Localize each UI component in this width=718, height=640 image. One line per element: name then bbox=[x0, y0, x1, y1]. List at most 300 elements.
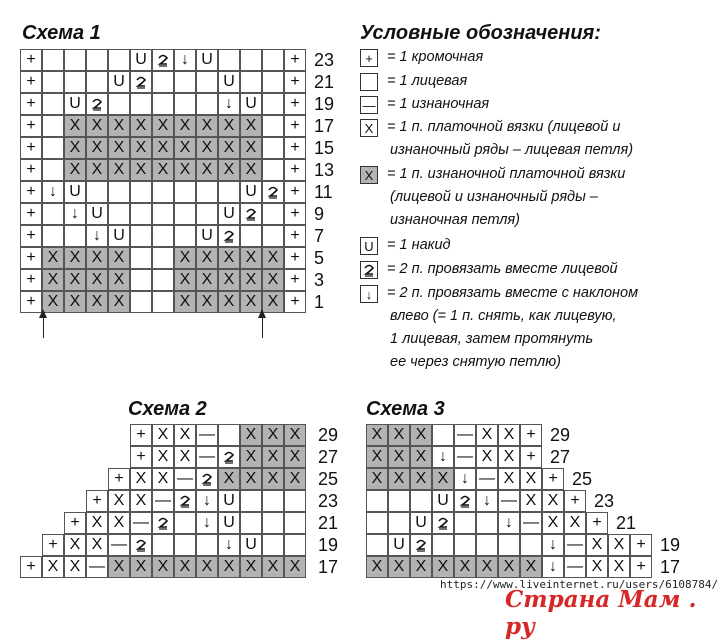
x-stitch-cell: X bbox=[476, 424, 498, 446]
row-number: 3 bbox=[314, 270, 325, 290]
knit-cell bbox=[262, 159, 284, 181]
x-stitch-cell: X bbox=[130, 137, 152, 159]
source-url: https://www.liveinternet.ru/users/6108784/ bbox=[440, 578, 718, 591]
x-stitch-cell: X bbox=[240, 424, 262, 446]
legend-text: (лицевой и изнаночный ряды – bbox=[390, 189, 598, 205]
legend-text: = 1 кромочная bbox=[387, 49, 484, 65]
x-stitch-cell: X bbox=[64, 269, 86, 291]
k2tog-cell bbox=[152, 512, 174, 534]
k2tog-cell bbox=[152, 49, 174, 71]
k2tog-cell bbox=[130, 71, 152, 93]
x-stitch-cell: X bbox=[108, 291, 130, 313]
x-stitch-cell: X bbox=[42, 291, 64, 313]
yarn-over-cell: U bbox=[108, 225, 130, 247]
legend-text: = 1 лицевая bbox=[387, 73, 468, 89]
x-stitch-cell: X bbox=[410, 556, 432, 578]
knit-cell bbox=[196, 203, 218, 225]
x-stitch-cell: X bbox=[586, 556, 608, 578]
x-stitch-cell: X bbox=[196, 556, 218, 578]
knit-cell bbox=[174, 225, 196, 247]
x-stitch-cell: X bbox=[218, 468, 240, 490]
x-stitch-cell: X bbox=[86, 512, 108, 534]
right-arrow-line bbox=[262, 318, 263, 338]
x-stitch-cell: X bbox=[174, 137, 196, 159]
knit-cell bbox=[476, 512, 498, 534]
legend-text: 1 лицевая, затем протянуть bbox=[390, 331, 594, 347]
knit-cell bbox=[152, 71, 174, 93]
x-stitch-cell: X bbox=[152, 424, 174, 446]
x-stitch-cell: X bbox=[174, 159, 196, 181]
x-stitch-cell: X bbox=[520, 556, 542, 578]
knit-cell bbox=[454, 512, 476, 534]
ssk-left-slant-icon: ↓ bbox=[360, 285, 378, 303]
x-stitch-cell: X bbox=[366, 446, 388, 468]
ssk-left-slant-cell: ↓ bbox=[454, 468, 476, 490]
edge-stitch-cell: + bbox=[20, 225, 42, 247]
legend-text: ее через снятую петлю) bbox=[390, 354, 561, 370]
edge-stitch-cell: + bbox=[20, 115, 42, 137]
legend-text: влево (= 1 п. снять, как лицевую, bbox=[390, 308, 617, 324]
row-number: 17 bbox=[318, 557, 339, 577]
left-arrow-line bbox=[43, 318, 44, 338]
x-stitch-cell: X bbox=[130, 490, 152, 512]
purl-cell: — bbox=[108, 534, 130, 556]
knit-cell bbox=[174, 93, 196, 115]
purl-cell: — bbox=[174, 468, 196, 490]
yarn-over-cell: U bbox=[64, 93, 86, 115]
knit-cell bbox=[64, 71, 86, 93]
x-stitch-cell: X bbox=[218, 159, 240, 181]
x-stitch-cell: X bbox=[86, 159, 108, 181]
x-stitch-cell: X bbox=[498, 556, 520, 578]
legend-text: = 1 изнаночная bbox=[387, 96, 490, 112]
legend-title: Условные обозначения: bbox=[360, 22, 601, 44]
x-stitch-cell: X bbox=[152, 159, 174, 181]
x-stitch-cell: X bbox=[86, 534, 108, 556]
ssk-left-slant-cell: ↓ bbox=[42, 181, 64, 203]
knit-cell bbox=[152, 291, 174, 313]
watermark-logo: Страна Мам . ру bbox=[505, 586, 697, 640]
purl-icon: — bbox=[360, 96, 378, 114]
knit-cell bbox=[42, 71, 64, 93]
x-stitch-cell: X bbox=[152, 115, 174, 137]
edge-stitch-cell: + bbox=[284, 291, 306, 313]
yarn-over-icon: U bbox=[360, 237, 378, 255]
yarn-over-cell: U bbox=[218, 203, 240, 225]
x-stitch-cell: X bbox=[196, 291, 218, 313]
knit-cell bbox=[174, 534, 196, 556]
edge-stitch-cell: + bbox=[130, 446, 152, 468]
x-stitch-cell: X bbox=[284, 446, 306, 468]
x-stitch-cell: X bbox=[108, 490, 130, 512]
x-stitch-cell: X bbox=[42, 556, 64, 578]
knit-cell bbox=[262, 490, 284, 512]
ssk-left-slant-cell: ↓ bbox=[196, 512, 218, 534]
knit-cell bbox=[366, 490, 388, 512]
ssk-left-slant-cell: ↓ bbox=[174, 49, 196, 71]
x-stitch-cell: X bbox=[108, 512, 130, 534]
k2tog-cell bbox=[240, 203, 262, 225]
knit-cell bbox=[262, 49, 284, 71]
x-stitch-cell: X bbox=[42, 269, 64, 291]
x-stitch-cell: X bbox=[108, 247, 130, 269]
k2tog-cell bbox=[432, 512, 454, 534]
x-stitch-cell: X bbox=[218, 115, 240, 137]
scheme3-title: Схема 3 bbox=[366, 398, 445, 420]
edge-stitch-cell: + bbox=[284, 93, 306, 115]
edge-stitch-cell: + bbox=[130, 424, 152, 446]
edge-stitch-cell: + bbox=[284, 225, 306, 247]
row-number: 17 bbox=[314, 116, 335, 136]
x-stitch-cell: X bbox=[130, 556, 152, 578]
yarn-over-cell: U bbox=[432, 490, 454, 512]
x-stitch-cell: X bbox=[498, 424, 520, 446]
k2tog-cell bbox=[196, 468, 218, 490]
purl-cell: — bbox=[130, 512, 152, 534]
x-stitch-cell: X bbox=[262, 424, 284, 446]
row-number: 7 bbox=[314, 226, 325, 246]
knit-cell bbox=[476, 534, 498, 556]
edge-stitch-cell: + bbox=[542, 468, 564, 490]
edge-stitch-cell: + bbox=[284, 71, 306, 93]
knit-cell bbox=[174, 71, 196, 93]
yarn-over-cell: U bbox=[196, 49, 218, 71]
row-number: 21 bbox=[318, 513, 339, 533]
knit-cell bbox=[454, 534, 476, 556]
knit-cell bbox=[218, 49, 240, 71]
knit-cell bbox=[432, 424, 454, 446]
x-stitch-cell: X bbox=[476, 556, 498, 578]
yarn-over-cell: U bbox=[218, 490, 240, 512]
x-stitch-cell: X bbox=[218, 291, 240, 313]
row-number: 29 bbox=[550, 425, 571, 445]
edge-stitch-cell: + bbox=[20, 269, 42, 291]
knit-cell bbox=[130, 291, 152, 313]
knit-cell bbox=[42, 115, 64, 137]
row-number: 9 bbox=[314, 204, 325, 224]
x-stitch-cell: X bbox=[520, 490, 542, 512]
knit-cell bbox=[262, 71, 284, 93]
row-number: 27 bbox=[318, 447, 339, 467]
edge-stitch-cell: + bbox=[284, 159, 306, 181]
yarn-over-cell: U bbox=[196, 225, 218, 247]
x-stitch-cell: X bbox=[130, 115, 152, 137]
scheme2-title: Схема 2 bbox=[128, 398, 207, 420]
edge-stitch-cell: + bbox=[20, 93, 42, 115]
yarn-over-cell: U bbox=[410, 512, 432, 534]
knit-cell bbox=[152, 534, 174, 556]
k2tog-cell bbox=[262, 181, 284, 203]
row-number: 1 bbox=[314, 292, 325, 312]
x-stitch-cell: X bbox=[174, 247, 196, 269]
left-arrow-icon bbox=[39, 309, 47, 318]
x-stitch-cell: X bbox=[64, 247, 86, 269]
knit-cell bbox=[108, 49, 130, 71]
knit-cell bbox=[130, 93, 152, 115]
ssk-left-slant-cell: ↓ bbox=[542, 534, 564, 556]
edge-stitch-cell: + bbox=[284, 269, 306, 291]
knit-cell bbox=[42, 225, 64, 247]
x-stitch-cell: X bbox=[130, 468, 152, 490]
edge-stitch-cell: + bbox=[20, 137, 42, 159]
x-stitch-cell: X bbox=[388, 468, 410, 490]
knit-cell bbox=[284, 490, 306, 512]
x-stitch-cell: X bbox=[262, 247, 284, 269]
x-stitch-cell: X bbox=[608, 534, 630, 556]
purl-cell: — bbox=[196, 446, 218, 468]
edge-stitch-cell: + bbox=[284, 247, 306, 269]
knit-cell bbox=[130, 269, 152, 291]
knit-cell bbox=[108, 181, 130, 203]
row-number: 23 bbox=[314, 50, 335, 70]
knit-cell bbox=[218, 181, 240, 203]
knit-cell bbox=[174, 203, 196, 225]
knit-cell bbox=[152, 269, 174, 291]
yarn-over-cell: U bbox=[240, 534, 262, 556]
knit-cell bbox=[42, 93, 64, 115]
x-stitch-cell: X bbox=[432, 556, 454, 578]
legend-text: = 2 п. провязать вместе лицевой bbox=[387, 261, 618, 277]
knit-cell bbox=[284, 512, 306, 534]
knit-cell bbox=[262, 115, 284, 137]
knit-cell bbox=[86, 181, 108, 203]
knit-cell bbox=[262, 137, 284, 159]
k2tog-cell bbox=[454, 490, 476, 512]
row-number: 25 bbox=[572, 469, 593, 489]
x-stitch-cell: X bbox=[262, 556, 284, 578]
knit-cell bbox=[130, 247, 152, 269]
x-stitch-cell: X bbox=[498, 468, 520, 490]
row-number: 15 bbox=[314, 138, 335, 158]
x-stitch-cell: X bbox=[86, 291, 108, 313]
yarn-over-cell: U bbox=[130, 49, 152, 71]
purl-cell: — bbox=[498, 490, 520, 512]
x-stitch-cell: X bbox=[410, 424, 432, 446]
x-stitch-cell: X bbox=[152, 137, 174, 159]
purl-cell: — bbox=[476, 468, 498, 490]
row-number: 21 bbox=[616, 513, 637, 533]
knit-cell bbox=[240, 49, 262, 71]
knit-cell bbox=[262, 93, 284, 115]
knit-cell bbox=[42, 159, 64, 181]
x-stitch-cell: X bbox=[152, 556, 174, 578]
edge-stitch-cell: + bbox=[564, 490, 586, 512]
knit-cell bbox=[42, 137, 64, 159]
legend-text: = 1 накид bbox=[387, 237, 451, 253]
edge-stitch-cell: + bbox=[20, 556, 42, 578]
x-stitch-cell: X bbox=[520, 468, 542, 490]
purl-cell: — bbox=[564, 534, 586, 556]
x-stitch-cell: X bbox=[388, 556, 410, 578]
row-number: 13 bbox=[314, 160, 335, 180]
knit-cell bbox=[42, 49, 64, 71]
x-stitch-cell: X bbox=[608, 556, 630, 578]
x-stitch-cell: X bbox=[564, 512, 586, 534]
purl-cell: — bbox=[454, 446, 476, 468]
knit-cell bbox=[388, 490, 410, 512]
edge-stitch-cell: + bbox=[520, 446, 542, 468]
knit-cell bbox=[130, 203, 152, 225]
ssk-left-slant-cell: ↓ bbox=[498, 512, 520, 534]
x-stitch-cell: X bbox=[240, 159, 262, 181]
x-stitch-cell: X bbox=[86, 115, 108, 137]
knit-cell bbox=[86, 71, 108, 93]
knit-icon bbox=[360, 73, 378, 91]
x-stitch-cell: X bbox=[240, 115, 262, 137]
edge-stitch-cell: + bbox=[20, 247, 42, 269]
knit-cell bbox=[410, 490, 432, 512]
row-number: 23 bbox=[594, 491, 615, 511]
row-number: 25 bbox=[318, 469, 339, 489]
ssk-left-slant-cell: ↓ bbox=[218, 534, 240, 556]
x-stitch-cell: X bbox=[174, 446, 196, 468]
x-stitch-cell: X bbox=[366, 468, 388, 490]
x-stitch-cell: X bbox=[542, 512, 564, 534]
legend-text: = 1 п. изнаночной платочной вязки bbox=[387, 166, 626, 182]
x-stitch-cell: X bbox=[218, 247, 240, 269]
knit-cell bbox=[108, 203, 130, 225]
x-stitch-cell: X bbox=[262, 291, 284, 313]
x-stitch-cell: X bbox=[454, 556, 476, 578]
row-number: 23 bbox=[318, 491, 339, 511]
edge-stitch-cell: + bbox=[108, 468, 130, 490]
edge-stitch-cell: + bbox=[586, 512, 608, 534]
edge-stitch-cell: + bbox=[86, 490, 108, 512]
x-stitch-cell: X bbox=[366, 556, 388, 578]
knit-cell bbox=[366, 534, 388, 556]
knit-cell bbox=[262, 203, 284, 225]
purl-cell: — bbox=[520, 512, 542, 534]
knit-cell bbox=[152, 181, 174, 203]
knit-cell bbox=[152, 225, 174, 247]
x-stitch-cell: X bbox=[240, 468, 262, 490]
x-stitch-cell: X bbox=[174, 269, 196, 291]
x-stitch-cell: X bbox=[240, 269, 262, 291]
knit-cell bbox=[432, 534, 454, 556]
x-stitch-cell: X bbox=[542, 490, 564, 512]
x-stitch-cell: X bbox=[86, 137, 108, 159]
ssk-left-slant-cell: ↓ bbox=[218, 93, 240, 115]
legend-text: изнаночная петля) bbox=[390, 212, 520, 228]
edge-stitch-cell: + bbox=[20, 49, 42, 71]
k2tog-cell bbox=[410, 534, 432, 556]
edge-stitch-cell: + bbox=[20, 291, 42, 313]
x-stitch-cell: X bbox=[108, 115, 130, 137]
x-stitch-cell: X bbox=[108, 269, 130, 291]
knit-cell bbox=[86, 49, 108, 71]
x-stitch-cell: X bbox=[108, 159, 130, 181]
k2tog-cell bbox=[130, 534, 152, 556]
edge-stitch-cell: + bbox=[20, 71, 42, 93]
scheme1-title: Схема 1 bbox=[22, 22, 101, 44]
knit-cell bbox=[498, 534, 520, 556]
edge-stitch-icon: + bbox=[360, 49, 378, 67]
x-stitch-cell: X bbox=[64, 159, 86, 181]
x-stitch-cell: X bbox=[196, 115, 218, 137]
purl-cell: — bbox=[196, 424, 218, 446]
knit-cell bbox=[520, 534, 542, 556]
x-stitch-cell: X bbox=[130, 159, 152, 181]
x-stitch-cell: X bbox=[86, 269, 108, 291]
x-stitch-cell: X bbox=[174, 556, 196, 578]
x-stitch-cell: X bbox=[240, 556, 262, 578]
x-stitch-cell: X bbox=[284, 424, 306, 446]
knit-cell bbox=[240, 71, 262, 93]
knit-cell bbox=[130, 225, 152, 247]
ssk-left-slant-cell: ↓ bbox=[432, 446, 454, 468]
ssk-left-slant-cell: ↓ bbox=[196, 490, 218, 512]
knit-cell bbox=[42, 203, 64, 225]
x-stitch-cell: X bbox=[240, 291, 262, 313]
x-stitch-cell: X bbox=[240, 446, 262, 468]
yarn-over-cell: U bbox=[388, 534, 410, 556]
x-stitch-cell: X bbox=[476, 446, 498, 468]
row-number: 27 bbox=[550, 447, 571, 467]
knit-cell bbox=[108, 93, 130, 115]
knit-cell bbox=[196, 181, 218, 203]
row-number: 5 bbox=[314, 248, 325, 268]
x-stitch-cell: X bbox=[86, 247, 108, 269]
yarn-over-cell: U bbox=[218, 512, 240, 534]
knit-cell bbox=[284, 534, 306, 556]
x-stitch-cell: X bbox=[196, 269, 218, 291]
knit-cell bbox=[218, 424, 240, 446]
knit-cell bbox=[240, 490, 262, 512]
k2tog-cell bbox=[174, 490, 196, 512]
row-number: 21 bbox=[314, 72, 335, 92]
k2tog-icon bbox=[360, 261, 378, 279]
edge-stitch-cell: + bbox=[20, 159, 42, 181]
x-stitch-cell: X bbox=[284, 556, 306, 578]
x-stitch-cell: X bbox=[64, 534, 86, 556]
x-stitch-cell: X bbox=[262, 269, 284, 291]
x-stitch-cell: X bbox=[196, 159, 218, 181]
x-stitch-cell: X bbox=[218, 269, 240, 291]
x-stitch-cell: X bbox=[388, 424, 410, 446]
x-stitch-icon: X bbox=[360, 166, 378, 184]
purl-cell: — bbox=[152, 490, 174, 512]
x-stitch-cell: X bbox=[284, 468, 306, 490]
edge-stitch-cell: + bbox=[630, 534, 652, 556]
x-stitch-cell: X bbox=[196, 247, 218, 269]
x-stitch-cell: X bbox=[152, 468, 174, 490]
edge-stitch-cell: + bbox=[630, 556, 652, 578]
yarn-over-cell: U bbox=[240, 93, 262, 115]
yarn-over-cell: U bbox=[218, 71, 240, 93]
edge-stitch-cell: + bbox=[284, 49, 306, 71]
knit-cell bbox=[152, 93, 174, 115]
knit-cell bbox=[196, 534, 218, 556]
knit-cell bbox=[366, 512, 388, 534]
x-stitch-cell: X bbox=[42, 247, 64, 269]
purl-cell: — bbox=[86, 556, 108, 578]
x-stitch-cell: X bbox=[108, 556, 130, 578]
purl-cell: — bbox=[454, 424, 476, 446]
edge-stitch-cell: + bbox=[284, 181, 306, 203]
knit-cell bbox=[262, 534, 284, 556]
legend-text: изнаночный ряды – лицевая петля) bbox=[390, 142, 634, 158]
x-stitch-cell: X bbox=[174, 115, 196, 137]
edge-stitch-cell: + bbox=[20, 181, 42, 203]
x-stitch-cell: X bbox=[240, 247, 262, 269]
yarn-over-cell: U bbox=[240, 181, 262, 203]
x-stitch-cell: X bbox=[432, 468, 454, 490]
x-stitch-cell: X bbox=[64, 291, 86, 313]
knit-cell bbox=[262, 225, 284, 247]
edge-stitch-cell: + bbox=[284, 203, 306, 225]
x-stitch-cell: X bbox=[174, 291, 196, 313]
x-stitch-cell: X bbox=[410, 446, 432, 468]
